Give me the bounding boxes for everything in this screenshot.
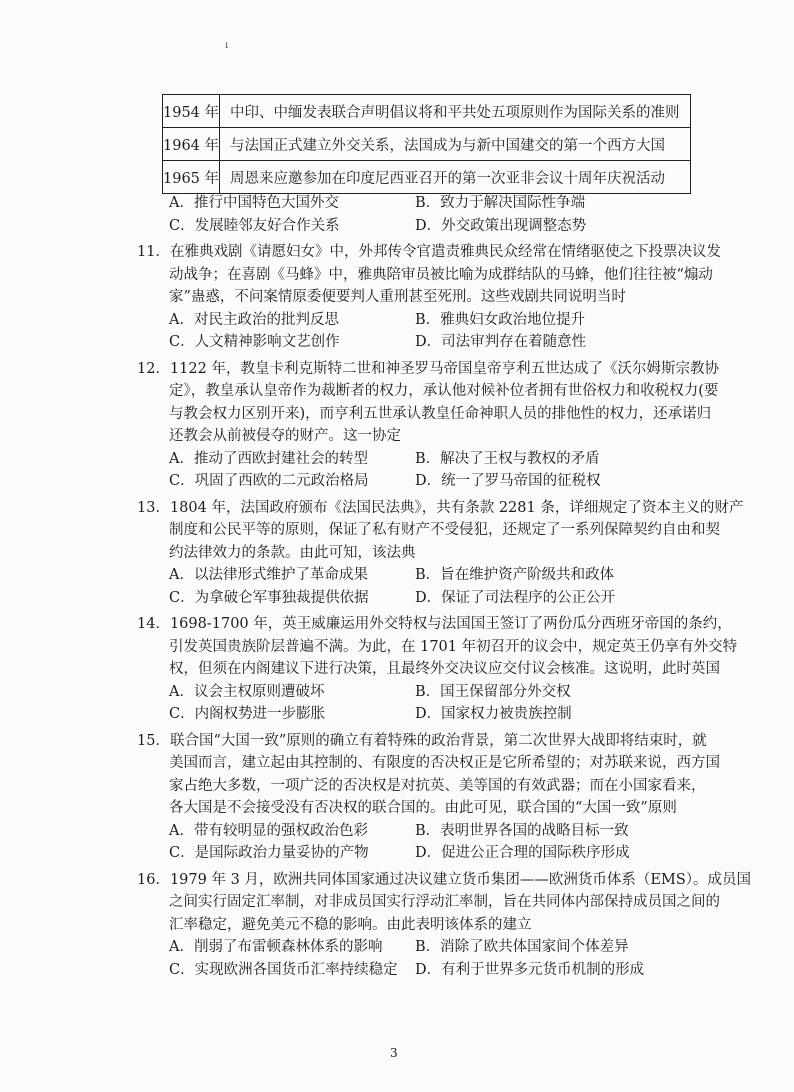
table-year: 1964 年 xyxy=(163,128,220,161)
question-16 xyxy=(137,869,752,982)
option-b: B．解决了王权与教权的矛盾 xyxy=(415,450,600,467)
option-a: A．削弱了布雷顿森林体系的影响 xyxy=(169,939,383,955)
option-a: A．推动了西欧封建社会的转型 xyxy=(169,450,368,467)
question-line: 定》，教皇承认皇帝作为裁断者的权力，承认他对候补位者拥有世俗权力和收税权力(要 xyxy=(169,383,719,399)
question-line: 制度和公民平等的原则，保证了私有财产不受侵犯，还规定了一系列保障契约自由和契 xyxy=(169,522,720,538)
option-a: A．议会主权原则遭破坏 xyxy=(169,683,325,700)
option-b: B．致力于解决国际性争端 xyxy=(415,195,586,211)
option-d: D．促进公正合理的国际秩序形成 xyxy=(415,845,630,861)
option-b: B．国王保留部分外交权 xyxy=(415,683,571,700)
question-line: 引发英国贵族阶层普遍不满。为此，在 1701 年初召开的议会中，规定英王仍享有外交特 xyxy=(169,638,738,655)
table-event: 周恩来应邀参加在印度尼西亚召开的第一次亚非会议十周年庆祝活动 xyxy=(220,161,691,194)
option-c: C．实现欧洲各国货币汇率持续稳定 xyxy=(169,961,398,978)
question-options xyxy=(137,448,697,493)
table-year: 1954 年 xyxy=(163,95,220,128)
option-d: D．统一了罗马帝国的征税权 xyxy=(415,473,601,489)
option-c: C．发展睦邻友好合作关系 xyxy=(169,217,340,234)
q10-options xyxy=(137,192,697,237)
question-line: 美国而言，建立起由其控制的、有限度的否决权正是它所希望的；对苏联来说，西方国 xyxy=(169,755,720,771)
option-a: A．带有较明显的强权政治色彩 xyxy=(169,822,368,839)
question-line: 汇率稳定，避免美元不稳的影响。由此表明该体系的建立 xyxy=(169,916,532,933)
question-options xyxy=(137,309,697,354)
option-b: B．雅典妇女政治地位提升 xyxy=(415,311,586,328)
option-c: C．是国际政治力量妥协的产物 xyxy=(169,845,369,861)
question-line: 15．联合国“大国一致”原则的确立有着特殊的政治背景，第二次世界大战即将结束时，就 xyxy=(137,732,707,749)
question-line: 14．1698-1700 年，英王威廉运用外交特权与法国国王签订了两份瓜分西班牙帝国的条约， xyxy=(137,616,732,632)
question-line: 权，但须在内阁建议下进行决策，且最终外交决议应交付议会核准。这说明，此时英国 xyxy=(169,661,720,677)
question-options xyxy=(137,564,697,609)
option-a: A．以法律形式维护了革命成果 xyxy=(169,567,368,583)
question-line: 13．1804 年，法国政府颁布《法国民法典》，共有条款 2281 条，详细规定了资本主义的财产 xyxy=(137,499,744,516)
table-row xyxy=(163,128,691,161)
question-line: 各大国是不会接受没有否决权的联合国的。由此可见，联合国的“大国一致”原则 xyxy=(169,800,677,816)
option-b: B．表明世界各国的战略目标一致 xyxy=(415,822,629,839)
question-line: 之间实行固定汇率制，对非成员国实行浮动汇率制，旨在共同体内部保持成员国之间的 xyxy=(169,894,720,910)
option-a: A．对民主政治的批判反思 xyxy=(169,311,339,328)
option-d: D．有利于世界多元货币机制的形成 xyxy=(415,961,645,978)
question-line: 与教会权力区别开来)，而亨利五世承认教皇任命神职人员的排他性的权力，还承诺归 xyxy=(169,405,712,422)
option-d: D．保证了司法程序的公正公开 xyxy=(415,589,616,606)
option-b: B．消除了欧共体国家间个体差异 xyxy=(415,939,629,955)
question-options xyxy=(137,820,697,865)
option-d: D．外交政策出现调整态势 xyxy=(415,217,587,234)
question-12 xyxy=(137,358,719,493)
question-line: 11．在雅典戏剧《请愿妇女》中，外邦传令官遣责雅典民众经常在情绪驱使之下投票决议发 xyxy=(137,244,721,260)
table-event: 与法国正式建立外交关系，法国成为与新中国建交的第一个西方大国 xyxy=(220,128,691,161)
option-c: C．人文精神影响文艺创作 xyxy=(169,334,340,350)
question-line: 动战争；在喜剧《马蜂》中，雅典陪审员被比喻为成群结队的马蜂，他们往往被“煽动 xyxy=(169,266,713,283)
option-a: A．推行中国特色大国外交 xyxy=(169,195,339,211)
table-row xyxy=(163,95,691,128)
question-line: 家”蛊惑，不问案情原委便要判人重刑甚至死刑。这些戏剧共同说明当时 xyxy=(169,289,626,305)
option-d: D．司法审判存在着随意性 xyxy=(415,334,587,350)
option-c: C．为拿破仑军事独裁提供依据 xyxy=(169,589,369,606)
table-year: 1965 年 xyxy=(163,161,220,194)
question-line: 12．1122 年，教皇卡利克斯特二世和神圣罗马帝国皇帝亨利五世达成了《沃尔姆斯宗教协 xyxy=(137,360,719,377)
table-event: 中印、中缅发表联合声明倡议将和平共处五项原则作为国际关系的准则 xyxy=(220,95,691,128)
question-13 xyxy=(137,497,744,610)
option-b: B．旨在维护资产阶级共和政体 xyxy=(415,567,615,583)
option-c: C．巩固了西欧的二元政治格局 xyxy=(169,473,369,489)
question-14 xyxy=(137,613,738,726)
question-line: 还教会从前被侵夺的财产。这一协定 xyxy=(169,428,401,444)
question-15 xyxy=(137,730,720,865)
scan-mark: ı xyxy=(225,40,229,51)
question-options xyxy=(137,936,697,981)
events-table xyxy=(162,94,691,194)
table-row xyxy=(163,161,691,194)
question-line: 16．1979 年 3 月，欧洲共同体国家通过决议建立货币集团——欧洲货币体系（EMS）。成员国 xyxy=(137,871,752,888)
questions xyxy=(137,192,752,981)
question-line: 约法律效力的条款。由此可知，该法典 xyxy=(169,544,416,561)
question-11 xyxy=(137,241,721,354)
question-options xyxy=(137,681,697,726)
option-d: D．国家权力被贵族控制 xyxy=(415,706,572,722)
question-line: 家占绝大多数，一项广泛的否决权是对抗英、美等国的有效武器；而在小国家看来， xyxy=(169,777,706,794)
option-c: C．内阁权势进一步膨胀 xyxy=(169,706,326,722)
page-number: 3 xyxy=(390,1046,398,1060)
